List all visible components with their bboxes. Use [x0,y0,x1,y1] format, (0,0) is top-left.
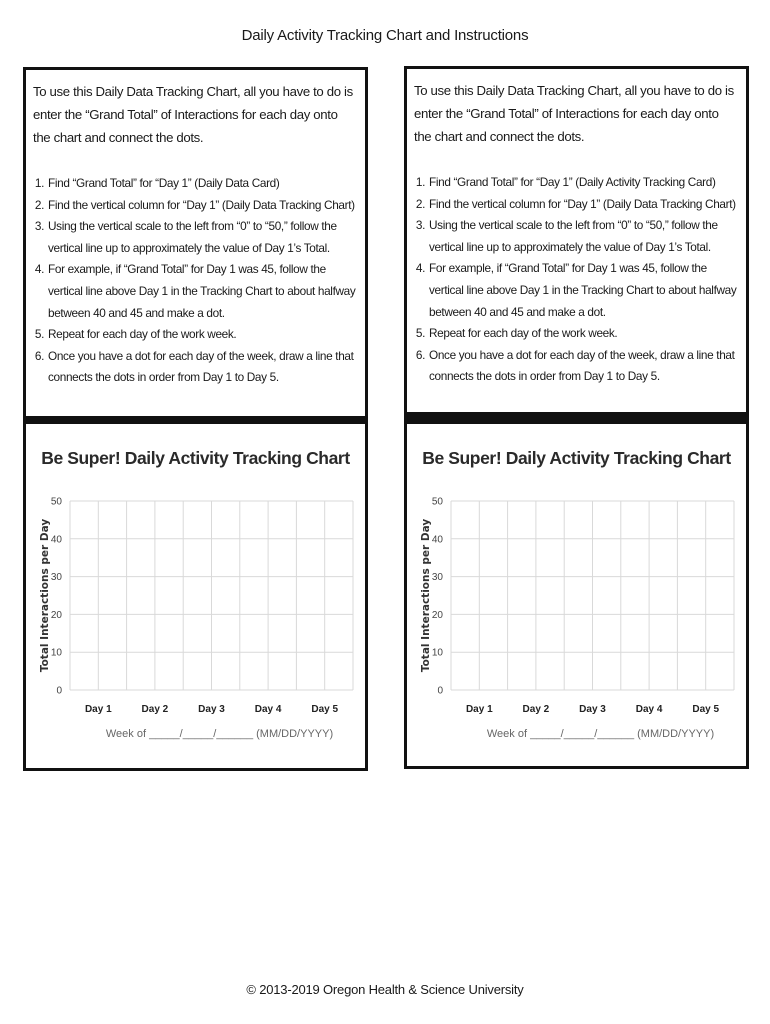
x-category-label: Day 2 [522,704,550,715]
instructions-steps-list [407,172,742,388]
x-category-label: Day 4 [635,704,663,715]
tracking-chart-left [26,424,365,768]
y-tick-label: 50 [50,496,62,508]
instructions-intro: To use this Daily Data Tracking Chart, all you have to do is enter the “Grand Total” of Interactions for each day onto the chart and connect the dots. [414,83,734,144]
y-tick-label: 40 [431,534,443,546]
week-of-label: Week of _____/_____/______ (MM/DD/YYYY) [105,728,334,740]
instruction-step: 3. Using the vertical scale to the left from “0” to “50,” follow the vertical line up to approximately the value of Day 1’s Total. [428,215,742,258]
instructions-card-left [23,67,368,421]
chart-title: Be Super! Daily Activity Tracking Chart [41,448,350,468]
instructions-card-right [404,66,749,418]
y-tick-label: 10 [50,647,62,659]
y-tick-label: 20 [50,609,62,621]
chart-title: Be Super! Daily Activity Tracking Chart [422,448,731,468]
y-tick-label: 30 [50,572,62,584]
y-tick-label: 50 [431,496,443,508]
instruction-step: 6. Once you have a dot for each day of the week, draw a line that connects the dots in order from Day 1 to Day 5. [428,345,742,388]
y-tick-label: 30 [431,572,443,584]
instruction-step: 2. Find the vertical column for “Day 1” (Daily Data Tracking Chart) [47,195,361,217]
x-category-label: Day 1 [84,704,112,715]
instruction-step: 1. Find “Grand Total” for “Day 1” (Daily Data Card) [47,173,361,195]
y-axis-title: Total Interactions per Day [420,518,432,673]
x-category-label: Day 5 [311,704,339,715]
x-category-label: Day 1 [465,704,493,715]
x-category-label: Day 4 [254,704,282,715]
instructions-intro: To use this Daily Data Tracking Chart, all you have to do is enter the “Grand Total” of Interactions for each day onto the chart and connect the dots. [33,84,353,145]
y-axis-title: Total Interactions per Day [39,518,51,673]
tracking-chart-right [407,424,746,766]
tracking-chart-card-right [404,418,749,769]
instruction-step: 5. Repeat for each day of the work week. [47,324,361,346]
instruction-step: 1. Find “Grand Total” for “Day 1” (Daily Activity Tracking Card) [428,172,742,194]
instruction-step: 6. Once you have a dot for each day of the week, draw a line that connects the dots in order from Day 1 to Day 5. [47,346,361,389]
week-of-label: Week of _____/_____/______ (MM/DD/YYYY) [486,728,715,740]
page-title: Daily Activity Tracking Chart and Instructions [241,27,529,44]
instruction-step: 4. For example, if “Grand Total” for Day 1 was 45, follow the vertical line above Day 1 in the Tracking Chart to about halfway between 40 and 45 and make a dot. [428,258,742,323]
y-tick-label: 20 [431,609,443,621]
instructions-steps-list [26,173,361,389]
instruction-step: 4. For example, if “Grand Total” for Day 1 was 45, follow the vertical line above Day 1 in the Tracking Chart to about halfway between 40 and 45 and make a dot. [47,259,361,324]
x-category-label: Day 3 [579,704,606,715]
instruction-step: 3. Using the vertical scale to the left from “0” to “50,” follow the vertical line up to approximately the value of Day 1’s Total. [47,216,361,259]
y-tick-label: 0 [437,685,443,697]
x-category-label: Day 3 [198,704,225,715]
x-category-label: Day 5 [692,704,720,715]
y-tick-label: 40 [50,534,62,546]
copyright-footer: © 2013-2019 Oregon Health & Science University [246,982,524,997]
x-category-label: Day 2 [141,704,169,715]
instruction-step: 2. Find the vertical column for “Day 1” (Daily Data Tracking Chart) [428,194,742,216]
instruction-step: 5. Repeat for each day of the work week. [428,323,742,345]
tracking-chart-card-left [23,421,368,771]
y-tick-label: 10 [431,647,443,659]
y-tick-label: 0 [56,685,62,697]
